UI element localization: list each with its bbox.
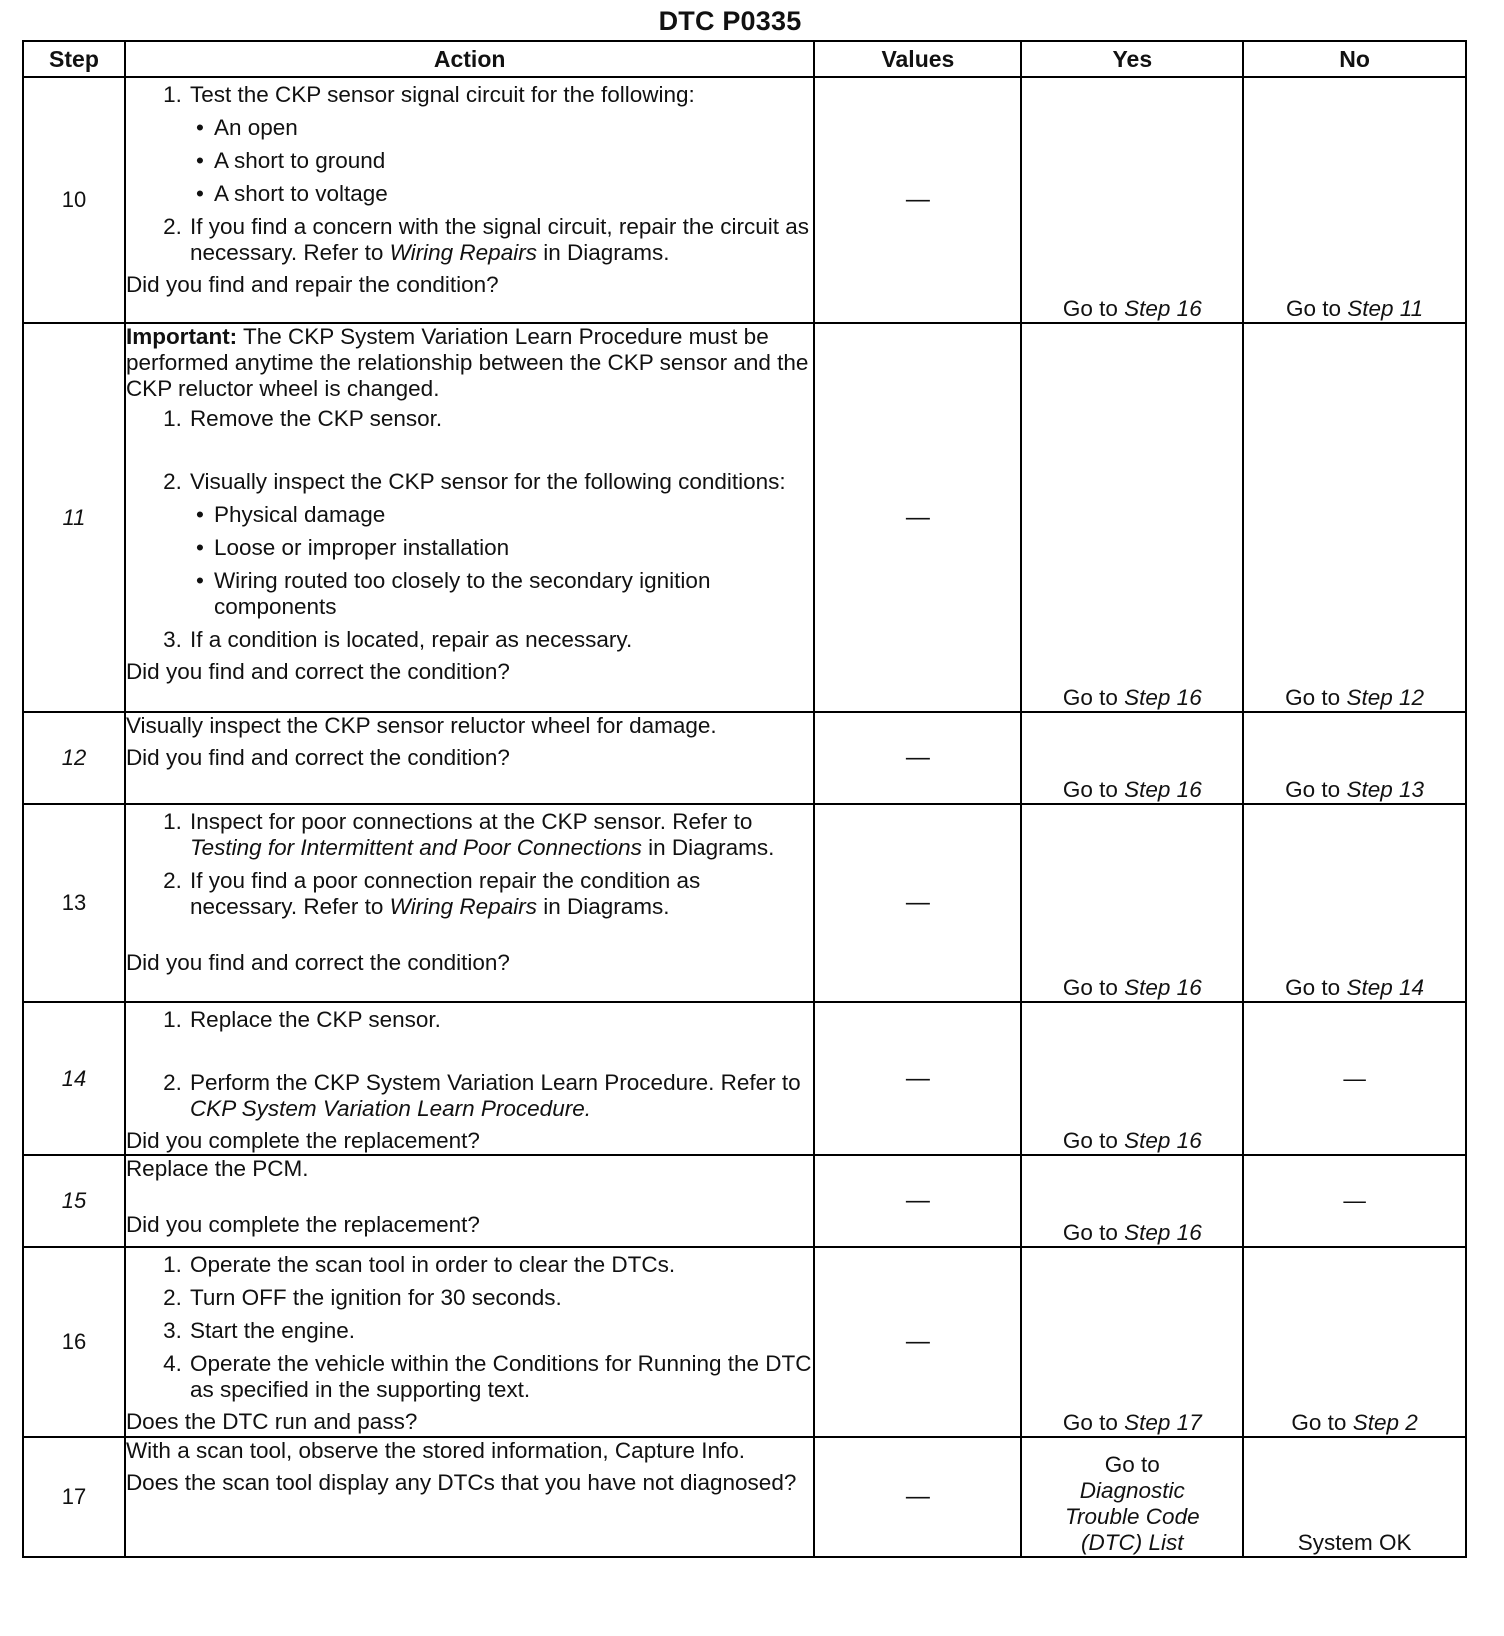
no-cell: — — [1243, 1002, 1466, 1155]
action-text: Visually inspect the CKP sensor reluctor wheel for damage. — [125, 713, 717, 738]
question-text: Did you complete the replacement? — [125, 1128, 480, 1153]
values-cell: — — [814, 1155, 1021, 1247]
question-text: Did you find and correct the condition? — [125, 659, 510, 684]
values-cell: — — [814, 712, 1021, 804]
question-text: Does the scan tool display any DTCs that you have not diagnosed? — [125, 1470, 797, 1495]
action-text: Replace the PCM. — [125, 1156, 309, 1181]
table-row-step-16 — [23, 1247, 1466, 1437]
no-cell: Go to Step 12 — [1243, 323, 1466, 712]
header-no: No — [1243, 41, 1466, 77]
yes-cell: Go to Step 16 — [1021, 1002, 1243, 1155]
yes-cell: Go to Step 16 — [1021, 1155, 1243, 1247]
list-item: 1. Inspect for poor connections at the CKP sensor. Refer to Testing for Intermittent and Poor Connections in Diagrams. — [163, 809, 775, 860]
action-cell — [125, 323, 814, 712]
no-cell: Go to Step 11 — [1243, 77, 1466, 323]
action-cell — [125, 77, 814, 323]
no-cell: Go to Step 14 — [1243, 804, 1466, 1002]
values-cell: — — [814, 1247, 1021, 1437]
step-number: 16 — [23, 1247, 125, 1437]
values-cell: — — [814, 804, 1021, 1002]
question-text: Does the DTC run and pass? — [125, 1409, 418, 1434]
table-row-step-14 — [23, 1002, 1466, 1155]
values-cell: — — [814, 1002, 1021, 1155]
action-cell — [125, 1002, 814, 1155]
header-values: Values — [814, 41, 1021, 77]
list-item: 1. Remove the CKP sensor. — [163, 406, 443, 431]
table-row-step-10 — [23, 77, 1466, 323]
table-row-step-17 — [23, 1437, 1466, 1557]
list-item: 1. Test the CKP sensor signal circuit for the following: — [163, 82, 695, 107]
bullet-item: • Loose or improper installation — [195, 535, 510, 560]
yes-cell: Go to Step 17 — [1021, 1247, 1243, 1437]
question-text: Did you find and repair the condition? — [125, 272, 499, 297]
yes-cell: Go to Step 16 — [1021, 323, 1243, 712]
bullet-item: • Physical damage — [195, 502, 386, 527]
header-yes: Yes — [1021, 41, 1243, 77]
page-title: DTC P0335 — [658, 6, 802, 36]
no-cell: Go to Step 13 — [1243, 712, 1466, 804]
no-cell: — — [1243, 1155, 1466, 1247]
step-number: 17 — [23, 1437, 125, 1557]
header-row — [23, 41, 1466, 77]
step-number: 10 — [23, 77, 125, 323]
values-cell: — — [814, 77, 1021, 323]
values-cell: — — [814, 323, 1021, 712]
action-cell — [125, 712, 814, 804]
header-action: Action — [125, 41, 814, 77]
list-item: 2. If you find a poor connection repair the condition as necessary. Refer to Wiring Repairs in Diagrams. — [163, 868, 701, 919]
step-number: 13 — [23, 804, 125, 1002]
yes-cell: Go to Step 16 — [1021, 712, 1243, 804]
reference-link: Wiring Repairs — [389, 894, 537, 919]
no-cell: System OK — [1243, 1437, 1466, 1557]
action-cell — [125, 1155, 814, 1247]
table-row-step-12 — [23, 712, 1466, 804]
step-number: 12 — [23, 712, 125, 804]
question-text: Did you complete the replacement? — [125, 1212, 480, 1237]
list-item: 2. Visually inspect the CKP sensor for the following conditions: — [163, 469, 786, 494]
values-cell: — — [814, 1437, 1021, 1557]
bullet-item: • Wiring routed too closely to the secondary ignition components — [195, 568, 711, 619]
reference-link: Testing for Intermittent and Poor Connections — [189, 835, 642, 860]
question-text: Did you find and correct the condition? — [125, 950, 510, 975]
step-number: 11 — [23, 323, 125, 712]
table-row-step-13 — [23, 804, 1466, 1002]
header-step: Step — [23, 41, 125, 77]
table-row-step-11 — [23, 323, 1466, 712]
bullet-item: • A short to ground — [195, 148, 386, 173]
action-cell — [125, 1437, 814, 1557]
list-item: 1. Operate the scan tool in order to clear the DTCs. — [163, 1252, 676, 1277]
bullet-item: • An open — [195, 115, 298, 140]
reference-link: CKP System Variation Learn Procedure. — [189, 1096, 591, 1121]
list-item: 2. If you find a concern with the signal circuit, repair the circuit as necessary. Refer to Wiring Repairs in Diagrams. — [163, 214, 809, 265]
step-number: 15 — [23, 1155, 125, 1247]
list-item: 3. Start the engine. — [163, 1318, 356, 1343]
reference-link: Wiring Repairs — [389, 240, 537, 265]
dtc-table — [22, 40, 1467, 1558]
yes-cell: Go to Step 16 — [1021, 77, 1243, 323]
step-number: 14 — [23, 1002, 125, 1155]
list-item: 2. Turn OFF the ignition for 30 seconds. — [163, 1285, 562, 1310]
table-row-step-15 — [23, 1155, 1466, 1247]
action-text: With a scan tool, observe the stored information, Capture Info. — [125, 1438, 746, 1463]
yes-cell: Go to Step 16 — [1021, 804, 1243, 1002]
list-item: 1. Replace the CKP sensor. — [163, 1007, 441, 1032]
action-cell — [125, 804, 814, 1002]
bullet-item: • A short to voltage — [195, 181, 388, 206]
list-item: 2. Perform the CKP System Variation Learn Procedure. Refer to CKP System Variation Learn Procedure. — [163, 1070, 801, 1121]
list-item: 3. If a condition is located, repair as necessary. — [163, 627, 633, 652]
list-item: 4. Operate the vehicle within the Conditions for Running the DTC as specified in the supporting text. — [163, 1351, 812, 1402]
question-text: Did you find and correct the condition? — [125, 745, 510, 770]
action-cell — [125, 1247, 814, 1437]
important-note: Important: The CKP System Variation Learn Procedure must be performed anytime the relationship between the CKP sensor and the CKP reluctor wheel is changed. — [125, 324, 809, 401]
yes-cell: Go to Diagnostic Trouble Code (DTC) List — [1021, 1437, 1243, 1557]
no-cell: Go to Step 2 — [1243, 1247, 1466, 1437]
